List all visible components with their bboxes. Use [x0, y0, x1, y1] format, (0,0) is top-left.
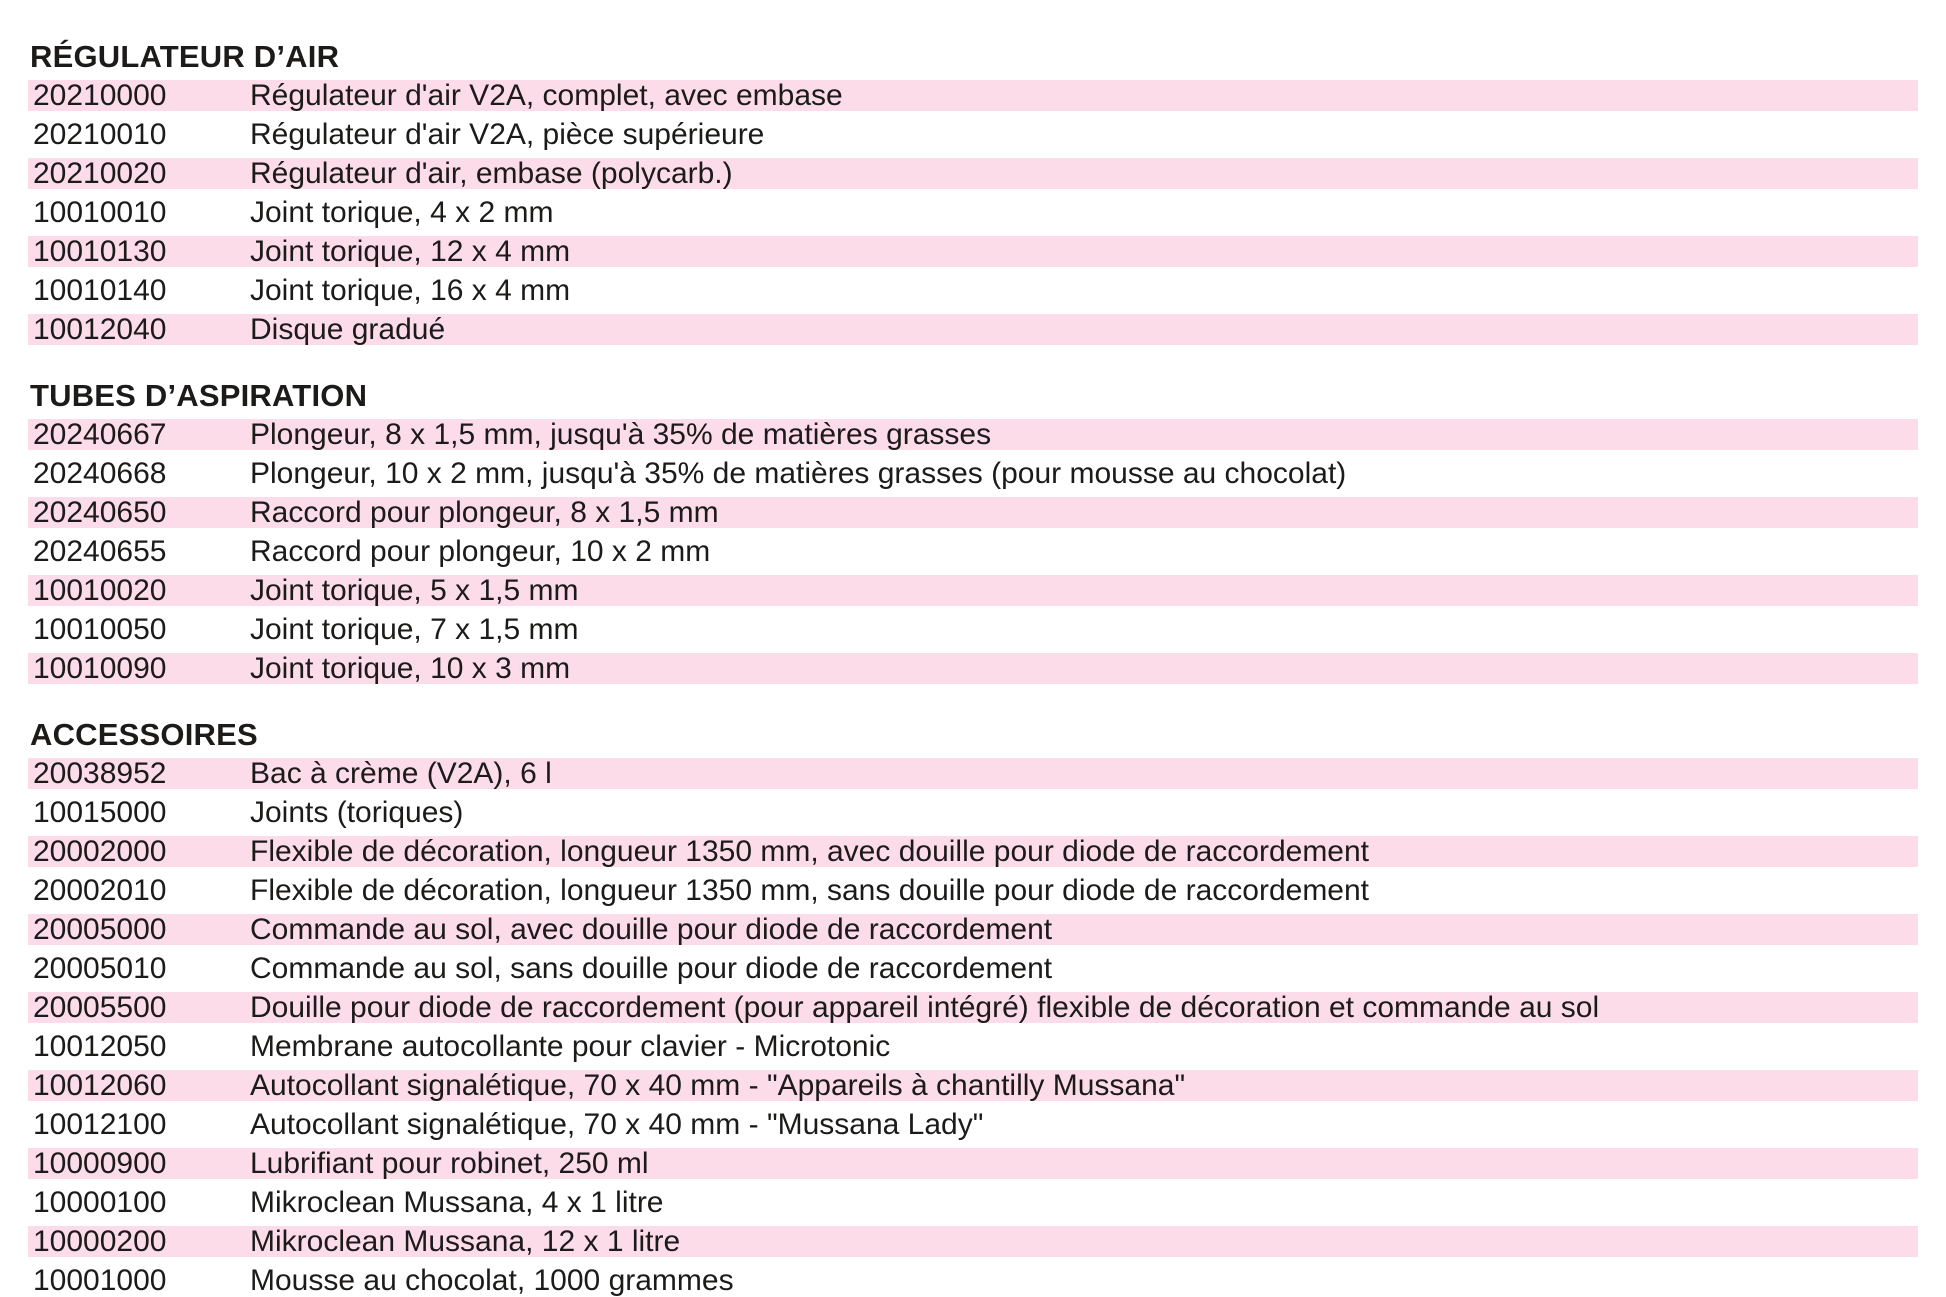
section-title: TUBES D’ASPIRATION [30, 378, 368, 413]
table-row [28, 1187, 1918, 1218]
part-description: Disque gradué [250, 313, 446, 346]
part-number: 20210010 [33, 118, 167, 151]
part-number: 20210000 [33, 79, 167, 112]
part-number: 10000900 [33, 1147, 167, 1180]
part-number: 10012050 [33, 1030, 167, 1063]
part-number: 10010090 [33, 652, 167, 685]
table-row [28, 758, 1918, 789]
part-number: 20005500 [33, 991, 167, 1024]
section-rows [28, 419, 1918, 684]
part-number: 20210020 [33, 157, 167, 190]
table-row [28, 575, 1918, 606]
table-row [28, 992, 1918, 1023]
table-row [28, 197, 1918, 228]
table-row [28, 158, 1918, 189]
table-row [28, 419, 1918, 450]
part-number: 20005000 [33, 913, 167, 946]
table-row [28, 614, 1918, 645]
table-row [28, 1265, 1918, 1296]
table-row [28, 275, 1918, 306]
table-row [28, 836, 1918, 867]
table-row [28, 119, 1918, 150]
part-number: 10010010 [33, 196, 167, 229]
part-description: Joint torique, 16 x 4 mm [250, 274, 571, 307]
part-description: Mikroclean Mussana, 12 x 1 litre [250, 1225, 681, 1258]
table-row [28, 80, 1918, 111]
table-row [28, 236, 1918, 267]
section-title: RÉGULATEUR D’AIR [30, 39, 340, 74]
parts-section [28, 378, 1918, 685]
table-row [28, 875, 1918, 906]
part-number: 10012100 [33, 1108, 167, 1141]
part-number: 10012060 [33, 1069, 167, 1102]
part-number: 10010130 [33, 235, 167, 268]
part-description: Régulateur d'air V2A, complet, avec embase [250, 79, 843, 112]
part-description: Plongeur, 8 x 1,5 mm, jusqu'à 35% de matières grasses [250, 418, 992, 451]
part-description: Joint torique, 4 x 2 mm [250, 196, 554, 229]
part-number: 10012040 [33, 313, 167, 346]
table-row [28, 1148, 1918, 1179]
part-number: 10010050 [33, 613, 167, 646]
part-number: 10000100 [33, 1186, 167, 1219]
part-description: Mikroclean Mussana, 4 x 1 litre [250, 1186, 664, 1219]
part-number: 20240667 [33, 418, 167, 451]
part-number: 20005010 [33, 952, 167, 985]
table-row [28, 536, 1918, 567]
part-description: Lubrifiant pour robinet, 250 ml [250, 1147, 649, 1180]
table-row [28, 1109, 1918, 1140]
table-row [28, 1226, 1918, 1257]
part-description: Joint torique, 10 x 3 mm [250, 652, 571, 685]
part-number: 20240668 [33, 457, 167, 490]
part-description: Raccord pour plongeur, 8 x 1,5 mm [250, 496, 719, 529]
table-row [28, 1070, 1918, 1101]
section-rows [28, 80, 1918, 345]
table-row [28, 953, 1918, 984]
part-description: Membrane autocollante pour clavier - Microtonic [250, 1030, 891, 1063]
part-number: 20240655 [33, 535, 167, 568]
part-description: Flexible de décoration, longueur 1350 mm, avec douille pour diode de raccordement [250, 835, 1370, 868]
table-row [28, 314, 1918, 345]
parts-section [28, 717, 1918, 1297]
part-number: 10010140 [33, 274, 167, 307]
table-row [28, 653, 1918, 684]
part-description: Joint torique, 5 x 1,5 mm [250, 574, 579, 607]
part-description: Commande au sol, avec douille pour diode de raccordement [250, 913, 1053, 946]
table-row [28, 458, 1918, 489]
part-description: Raccord pour plongeur, 10 x 2 mm [250, 535, 711, 568]
part-number: 20240650 [33, 496, 167, 529]
part-number: 20002010 [33, 874, 167, 907]
part-description: Autocollant signalétique, 70 x 40 mm - "Mussana Lady" [250, 1108, 984, 1141]
part-number: 10010020 [33, 574, 167, 607]
part-description: Joint torique, 12 x 4 mm [250, 235, 571, 268]
part-description: Commande au sol, sans douille pour diode de raccordement [250, 952, 1053, 985]
part-description: Flexible de décoration, longueur 1350 mm, sans douille pour diode de raccordement [250, 874, 1370, 907]
part-number: 10000200 [33, 1225, 167, 1258]
parts-section [28, 39, 1918, 346]
table-row [28, 914, 1918, 945]
part-description: Mousse au chocolat, 1000 grammes [250, 1264, 734, 1297]
table-row [28, 497, 1918, 528]
table-row [28, 1031, 1918, 1062]
section-rows [28, 758, 1918, 1296]
table-row [28, 797, 1918, 828]
part-description: Joints (toriques) [250, 796, 464, 829]
part-number: 20038952 [33, 757, 167, 790]
part-description: Régulateur d'air V2A, pièce supérieure [250, 118, 765, 151]
section-title: ACCESSOIRES [30, 717, 258, 752]
part-description: Plongeur, 10 x 2 mm, jusqu'à 35% de matières grasses (pour mousse au chocolat) [250, 457, 1347, 490]
part-description: Autocollant signalétique, 70 x 40 mm - "Appareils à chantilly Mussana" [250, 1069, 1186, 1102]
part-description: Joint torique, 7 x 1,5 mm [250, 613, 579, 646]
part-description: Bac à crème (V2A), 6 l [250, 757, 552, 790]
part-number: 10015000 [33, 796, 167, 829]
part-description: Douille pour diode de raccordement (pour appareil intégré) flexible de décoration et commande au sol [250, 991, 1600, 1024]
part-number: 20002000 [33, 835, 167, 868]
part-description: Régulateur d'air, embase (polycarb.) [250, 157, 733, 190]
part-number: 10001000 [33, 1264, 167, 1297]
